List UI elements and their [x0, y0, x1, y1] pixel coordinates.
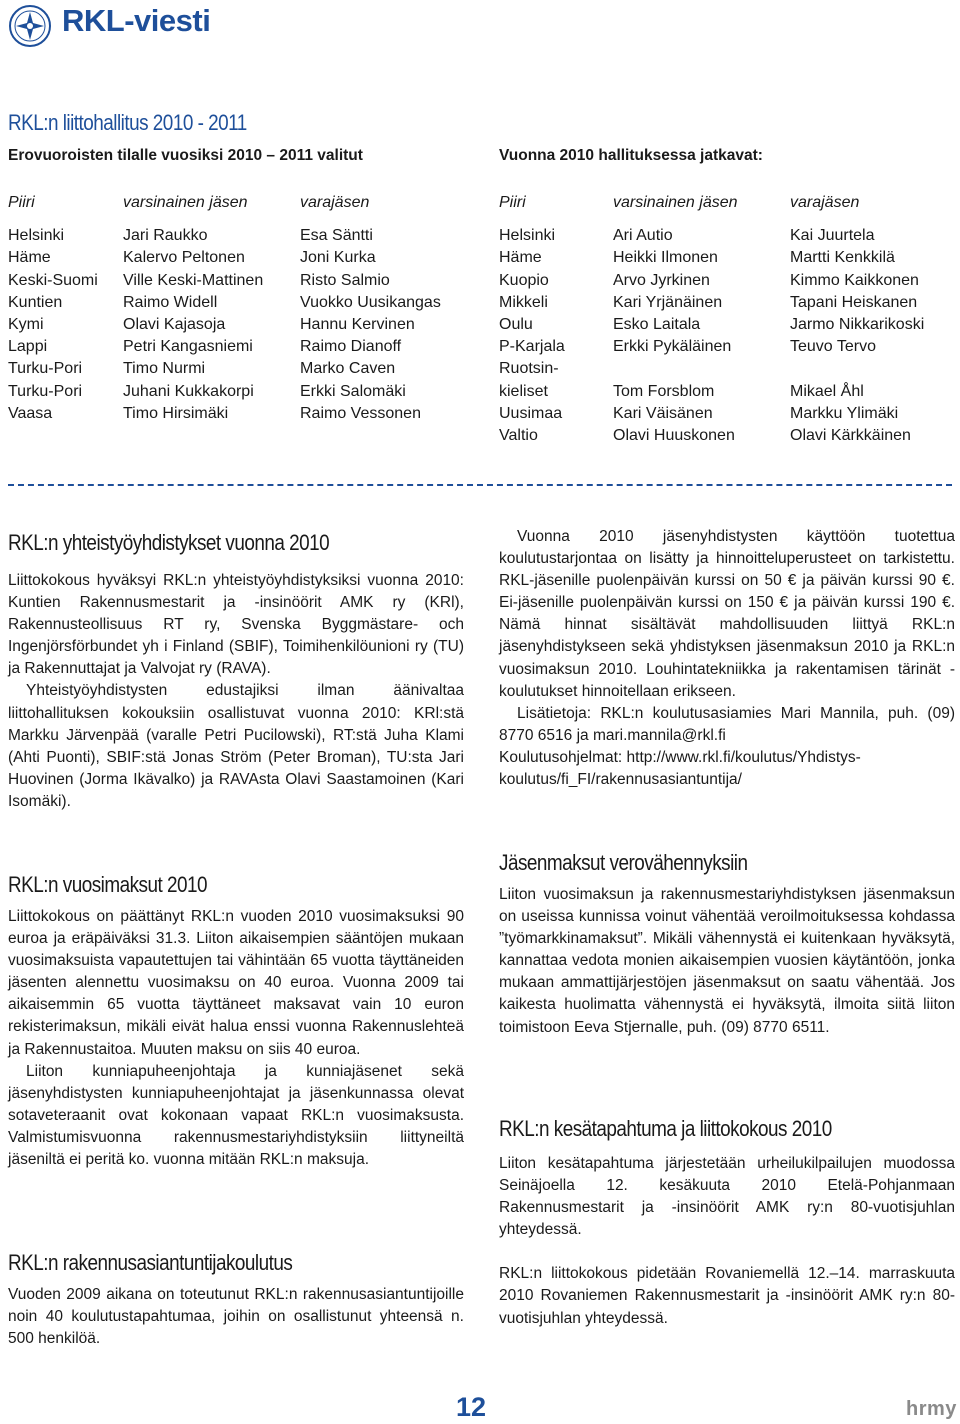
table-cell: Häme [499, 249, 542, 267]
paragraph: Liittokokous on päättänyt RKL:n vuoden 2010 vuosimaksuksi 90 euroa ja eräpäiväksi 31.3. Liiton aikaisempien sääntöjen mukaan vuosimaksuista vapautettujen tai vähintään 65 vuotta täyttäneiden jäsenten alennettu vuosimaksu on 40 euroa. Vuonna 2009 tai aikaisemmin 65 vuotta täyttäneet maksavat vain 10 euron rekisterimaksun, mikäli eivät halua enssi vuonna Rakennuslehteä ja Rakennustaitoa. Muuten maksu on siis 40 euroa. [8, 908, 464, 1058]
table-cell: Oulu [499, 316, 533, 334]
paragraph: Liittokokous hyväksyi RKL:n yhteistyöyhdistyksiksi vuonna 2010: Kuntien Rakennusmestarit ja -insinöörit AMK ry (KRl), Rakennusteollisuus RT ry, Svenska Byggmästare- och Ingenjörsförbundet yh i Finland (SBIF), Toimihenkilöunioni ry (TU) ja Rakennuttajat ja Valvojat ry (RAVA). [8, 572, 464, 678]
table-header: varajäsen [300, 194, 370, 211]
table-cell: Kuopio [499, 271, 549, 289]
table-cell: Kari Väisänen [613, 404, 713, 422]
table-header: varajäsen [790, 194, 860, 211]
brand-logo: hrmy [906, 1398, 957, 1420]
table-cell: Häme [8, 249, 51, 267]
table-cell: Kai Juurtela [790, 227, 875, 245]
board-right-subtitle: Vuonna 2010 hallituksessa jatkavat: [499, 147, 763, 164]
table-cell: Turku-Pori [8, 360, 83, 378]
table-cell: Kuntien [8, 293, 63, 311]
table-cell: Raimo Dianoff [300, 338, 402, 356]
table-cell: Arvo Jyrkinen [613, 271, 710, 289]
section-title-yhteistyo: RKL:n yhteistyöyhdistykset vuonna 2010 [8, 530, 330, 555]
table-cell: Tapani Heiskanen [790, 293, 918, 311]
table-cell: Petri Kangasniemi [123, 338, 253, 356]
table-cell: Olavi Kärkkäinen [790, 427, 911, 445]
table-header: Piiri [499, 194, 526, 211]
paragraph: Liiton kunniapuheenjohtaja ja kunniajäsenet sekä jäsenyhdistysten kunniapuheenjohtajat ja jäsenkunnassa olevat sotaveteraanit ovat kokonaan vapaat RKL:n vuosimaksusta. Valmistumisvuonna rakennusmestariyhdistyksiin liittyneiltä jäseniltä ei peritä ko. vuonna mitään RKL:n maksuja. [8, 1062, 464, 1169]
table-cell: Teuvo Tervo [790, 338, 876, 356]
table-cell: Juhani Kukkakorpi [123, 382, 254, 400]
table-cell: Kimmo Kaikkonen [790, 271, 919, 289]
table-cell: Tom Forsblom [613, 382, 715, 400]
table-cell: Joni Kurka [300, 249, 376, 267]
table-cell: Valtio [499, 427, 538, 445]
paragraph: Yhteistyöyhdistysten edustajiksi ilman äänivaltaa liittohallituksen kokouksiin osallistuvat vuonna 2010: KRl:stä Markku Järvenpää (varalle Petri Pucilowski), RT:stä Juha Klami (Ahti Puonti), SBIF:stä Jonas Ström (Peter Broman), TU:sta Jari Huovinen (Jorma Ikävalko) ja RAVAsta Olavi Saastamoinen (Kari Isomäki). [8, 682, 464, 810]
table-cell: Helsinki [499, 227, 556, 245]
table-cell: Esa Säntti [300, 227, 373, 245]
table-cell: Vuokko Uusikangas [300, 293, 441, 311]
table-cell: Lappi [8, 338, 48, 356]
table-cell: Ville Keski-Mattinen [123, 271, 264, 289]
page-number: 12 [456, 1392, 487, 1422]
table-cell: Kalervo Peltonen [123, 249, 245, 267]
paragraph: Vuonna 2010 jäsenyhdistysten käyttöön tuotettua koulutustarjontaa on lisätty ja hinnoitteluperusteet on tarkistettu. RKL-jäsenille puolenpäivän kurssi on 50 € ja päivän kurssi 90 €. Ei-jäsenille puolenpäivän kurssi on 150 € ja päivän kurssi 190 €. Nämä hinnat sisältävät mahdollisuuden liittyä RKL:n jäsenyhdistykseen sekä yhdistyksen jäsenmaksun 2010 ja RKL:n vuosimaksun 2010. Louhintatekniikka ja rakentamisen tärinät -koulutukset hinnoitellaan erikseen. [499, 528, 955, 700]
table-cell: Ari Autio [613, 227, 673, 245]
section-body-koulutus [8, 1284, 464, 1350]
section-body-koulutus-cont [499, 526, 955, 791]
paragraph: Vuoden 2009 aikana on toteutunut RKL:n rakennusasiantuntijoille noin 40 koulutustapahtumaa, joihin on osallistunut yhteensä n. 500 henkilöä. [8, 1286, 464, 1348]
section-title-koulutus: RKL:n rakennusasiantuntijakoulutus [8, 1250, 293, 1275]
table-cell: kieliset [499, 382, 548, 400]
table-cell: Jari Raukko [123, 227, 208, 245]
table-cell: Raimo Vessonen [300, 404, 421, 422]
table-cell: Olavi Kajasoja [123, 316, 226, 334]
table-cell: P-Karjala [499, 338, 565, 356]
section-body-vuosimaksut [8, 906, 464, 1171]
table-cell: Erkki Pykäläinen [613, 338, 732, 356]
table-cell: Mikael Åhl [790, 382, 864, 400]
paragraph: Koulutusohjelmat: http://www.rkl.fi/koulutus/Yhdistys- [499, 748, 861, 766]
table-cell: Timo Hirsimäki [123, 404, 229, 422]
table-cell: Hannu Kervinen [300, 316, 415, 334]
table-header: Piiri [8, 194, 35, 211]
table-cell: Marko Caven [300, 360, 396, 378]
table-cell: Uusimaa [499, 404, 563, 422]
table-cell: Heikki Ilmonen [613, 249, 718, 267]
section-title-kesatapahtuma: RKL:n kesätapahtuma ja liittokokous 2010 [499, 1116, 832, 1141]
masthead-title: RKL-viesti [62, 3, 211, 38]
table-cell: Esko Laitala [613, 316, 701, 334]
table-cell: Keski-Suomi [8, 271, 98, 289]
table-cell [613, 358, 738, 380]
table-header: varsinainen jäsen [123, 194, 248, 211]
table-cell [790, 358, 924, 380]
table-cell: Olavi Huuskonen [613, 427, 735, 445]
table-cell: Mikkeli [499, 293, 548, 311]
table-cell: Kari Yrjänäinen [613, 293, 723, 311]
paragraph: Liiton kesätapahtuma järjestetään urheilukilpailujen muodossa Seinäjoella 12. kesäkuuta 2010 Etelä-Pohjanmaan Rakennusmestarit ja -insinöörit AMK ry:n 80-vuotisjuhlan yhteydessä. [499, 1155, 955, 1239]
table-cell: Markku Ylimäki [790, 404, 899, 422]
board-left-table [8, 192, 478, 432]
table-cell: Kymi [8, 316, 44, 334]
section-body-yhteistyo [8, 570, 464, 813]
table-header: varsinainen jäsen [613, 194, 738, 211]
section-title-verovahennys: Jäsenmaksut verovähennyksiin [499, 850, 748, 875]
table-cell: Risto Salmio [300, 271, 390, 289]
table-cell: Timo Nurmi [123, 360, 206, 378]
table-cell: Raimo Widell [123, 293, 218, 311]
board-right-table [499, 192, 954, 454]
table-cell: Erkki Salomäki [300, 382, 406, 400]
section-title-vuosimaksut: RKL:n vuosimaksut 2010 [8, 872, 207, 897]
table-cell: Vaasa [8, 404, 53, 422]
table-cell: Jarmo Nikkarikoski [790, 316, 925, 334]
section-body-kesatapahtuma [499, 1153, 955, 1330]
table-cell: Ruotsin- [499, 360, 559, 378]
board-title: RKL:n liittohallitus 2010 - 2011 [8, 110, 247, 135]
section-body-verovahennys [499, 884, 955, 1039]
table-cell: Turku-Pori [8, 382, 83, 400]
dashed-divider [8, 484, 952, 486]
paragraph: Liiton vuosimaksun ja rakennusmestariyhdistyksen jäsenmaksun on useissa kunnissa voinut vähentää veroilmoituksessa kohdassa ”työmarkkinamaksut”. Mikäli vähennystä ei kuitenkaan hyväksytä, kannattaa vedota monien aikaisempien vuosien käytäntöön, jonka mukaan ammattijärjestöjen jäsenmaksut on saatu vähentää. Jos kaikesta huolimatta vähennystä ei hyväksytä, ilmoita siitä liiton toimistoon Eeva Stjernalle, puh. (09) 8770 6511. [499, 886, 955, 1036]
table-cell: Helsinki [8, 227, 65, 245]
table-cell: Martti Kenkkilä [790, 249, 895, 267]
paragraph: Lisätietoja: RKL:n koulutusasiamies Mari Mannila, puh. (09) 8770 6516 ja mari.mannila@rkl.fi [499, 704, 955, 744]
paragraph: koulutus/fi_FI/rakennusasiantuntija/ [499, 771, 742, 789]
rkl-emblem-logo [8, 4, 52, 48]
board-left-subtitle: Erovuoroisten tilalle vuosiksi 2010 – 2011 valitut [8, 147, 363, 164]
paragraph: RKL:n liittokokous pidetään Rovaniemellä 12.–14. marraskuuta 2010 Rovaniemen Rakennusmestarit ja -insinöörit AMK ry:n 80-vuotisjuhlan yhteydessä. [499, 1265, 955, 1327]
